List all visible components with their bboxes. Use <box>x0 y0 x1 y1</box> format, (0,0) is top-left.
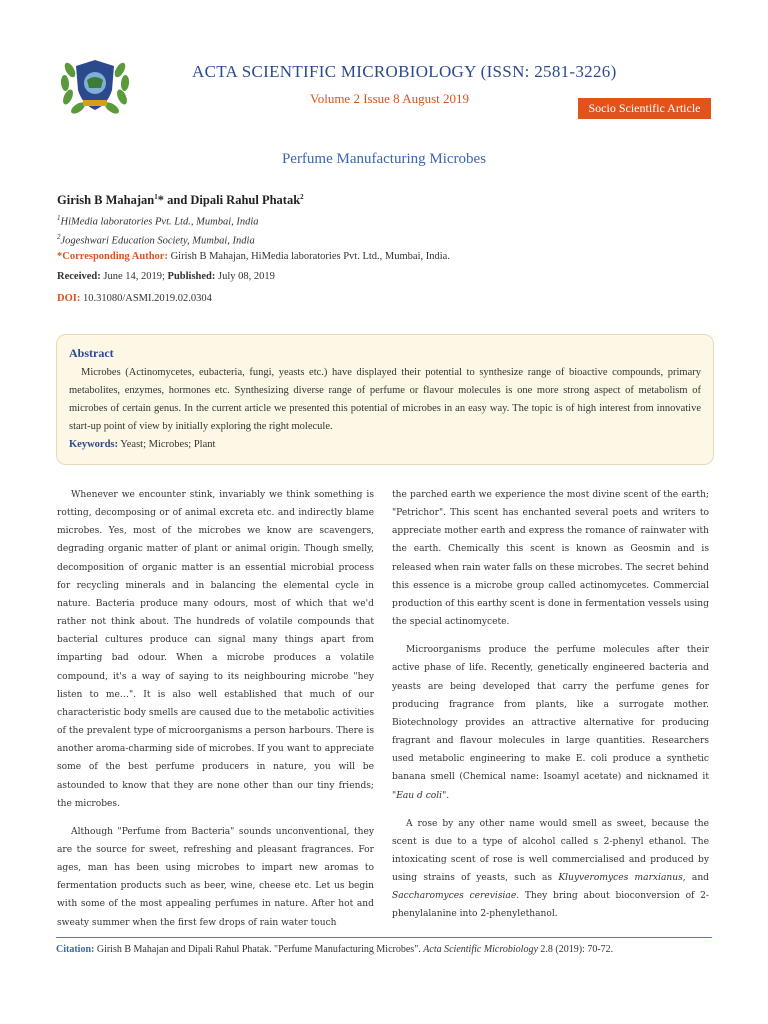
paragraph: the parched earth we experience the most divine scent of the earth; "Petrichor". This scent has enchanted several poets and writers to appreciate mother earth and express the romance of rainwater with the earth. Chemically this scent is known as Geosmin and is released when rain water falls on these microbes. The secret behind this essence is a microbe group called actinomycetes. Commercial production of this earthy scent is done in fermentation vessels using the special actinomycete. <box>392 490 709 628</box>
journal-title: ACTA SCIENTIFIC MICROBIOLOGY (ISSN: 2581-3226) <box>192 62 617 81</box>
paragraph: Microorganisms produce the perfume molecules after their active phase of life. Recently, genetically engineered bacteria and yeasts are being developed that carry the perfume genes for producing fragrance from plants, like a surrogate mother. Biotechnology provides an attractive alternative for producing fragrant and flavour molecules in large quantities. Researchers used metabolic engineering to make E. coli produce a synthetic banana smell (Chemical name: Isoamyl acetate) and nicknamed it "Eau d coli". <box>392 645 709 801</box>
dates: Received: June 14, 2019; Published: July 08, 2019 <box>57 271 275 282</box>
abstract-text: Microbes (Actinomycetes, eubacteria, fungi, yeasts etc.) have displayed their potential to synthesize range of bioactive compounds, primary metabolites, enzymes, hormones etc. Synthesizing diverse range of perfume or flavour molecules is one more strong aspect of metabolism of microbes of certain genus. In the current article we presented this potential of microbes in an easy way. The topic is of high interest from innovative start-up point of view by initially exploring the right molecule. <box>69 367 701 432</box>
journal-logo <box>56 50 134 120</box>
doi: DOI: 10.31080/ASMI.2019.02.0304 <box>57 293 212 304</box>
paragraph: Although "Perfume from Bacteria" sounds unconventional, they are the source for sweet, refreshing and pleasant fragrances. For ages, man has been using microbes to impart new aromas to fermentation products such as beer, wine, cheese etc. Let us begin with some of the most appealing perfumes in nature. After hot and sweaty summer when the first few drops of rain water touch <box>57 826 374 928</box>
body-column-left <box>57 486 374 942</box>
authors: Girish B Mahajan$^1$* and Dipali Rahul Phatak$^2$ <box>57 193 304 208</box>
abstract-box <box>56 334 714 465</box>
article-type-badge: Socio Scientific Article <box>578 98 711 119</box>
abstract-heading: Abstract <box>69 346 114 360</box>
volume-issue: Volume 2 Issue 8 August 2019 <box>310 91 470 106</box>
affiliation-1: $^1$HiMedia laboratories Pvt. Ltd., Mumbai, India <box>57 214 259 228</box>
paragraph: A rose by any other name would smell as sweet, because the scent is due to a type of alcohol called s 2-phenyl ethanol. The intoxicating scent of rose is well commercialised and produced by using strains of yeasts, such as Kluyveromyces marxianus, and Saccharomyces cerevisiae. They bring about bioconversion of 2-phenylalanine into 2-phenylethanol. <box>392 818 710 920</box>
corresponding-author: *Corresponding Author: Girish B Mahajan, HiMedia laboratories Pvt. Ltd., Mumbai, India. <box>57 251 450 262</box>
keywords: Keywords: Yeast; Microbes; Plant <box>69 439 216 450</box>
paragraph: Whenever we encounter stink, invariably we think something is rotting, decomposing or of animal excreta etc. and indirectly blame microbes. Yes, most of the microbes we know are scavengers, degrading organic matter of plant or animal origin. Though smelly, decomposition of organic matter is an essential microbial process for recycling minerals and in balancing the elemental cycle in nature. Bacteria produce many odours, most of which that we'd rather not think about. The hundreds of volatile compounds that bacterial cultures produce can signal many things apart from imparting bad odour. When a microbe produces a volatile compound, it's a way of saying to its neighbouring microbe "hey listen to me…". It is also well established that much of our characteristic body smells are caused due to the metabolic activities of the prevalent type of microorganisms a person harbours. There is another aroma-charming side of microbes. If you want to appreciate some of the best perfume producers in nature, you will be astounded to know that they are none other than our tiny friends; the microbes. <box>57 490 374 809</box>
article-title: Perfume Manufacturing Microbes <box>281 151 487 167</box>
doi-link[interactable]: 10.31080/ASMI.2019.02.0304 <box>80 293 212 304</box>
footer-divider <box>56 937 712 938</box>
citation: Citation: Girish B Mahajan and Dipali Rahul Phatak. "Perfume Manufacturing Microbes". Acta Scientific Microbiology 2.8 (2019): 70-72. <box>56 944 614 955</box>
body-column-right <box>392 486 709 934</box>
affiliation-2: $^2$Jogeshwari Education Society, Mumbai, India <box>57 233 255 247</box>
